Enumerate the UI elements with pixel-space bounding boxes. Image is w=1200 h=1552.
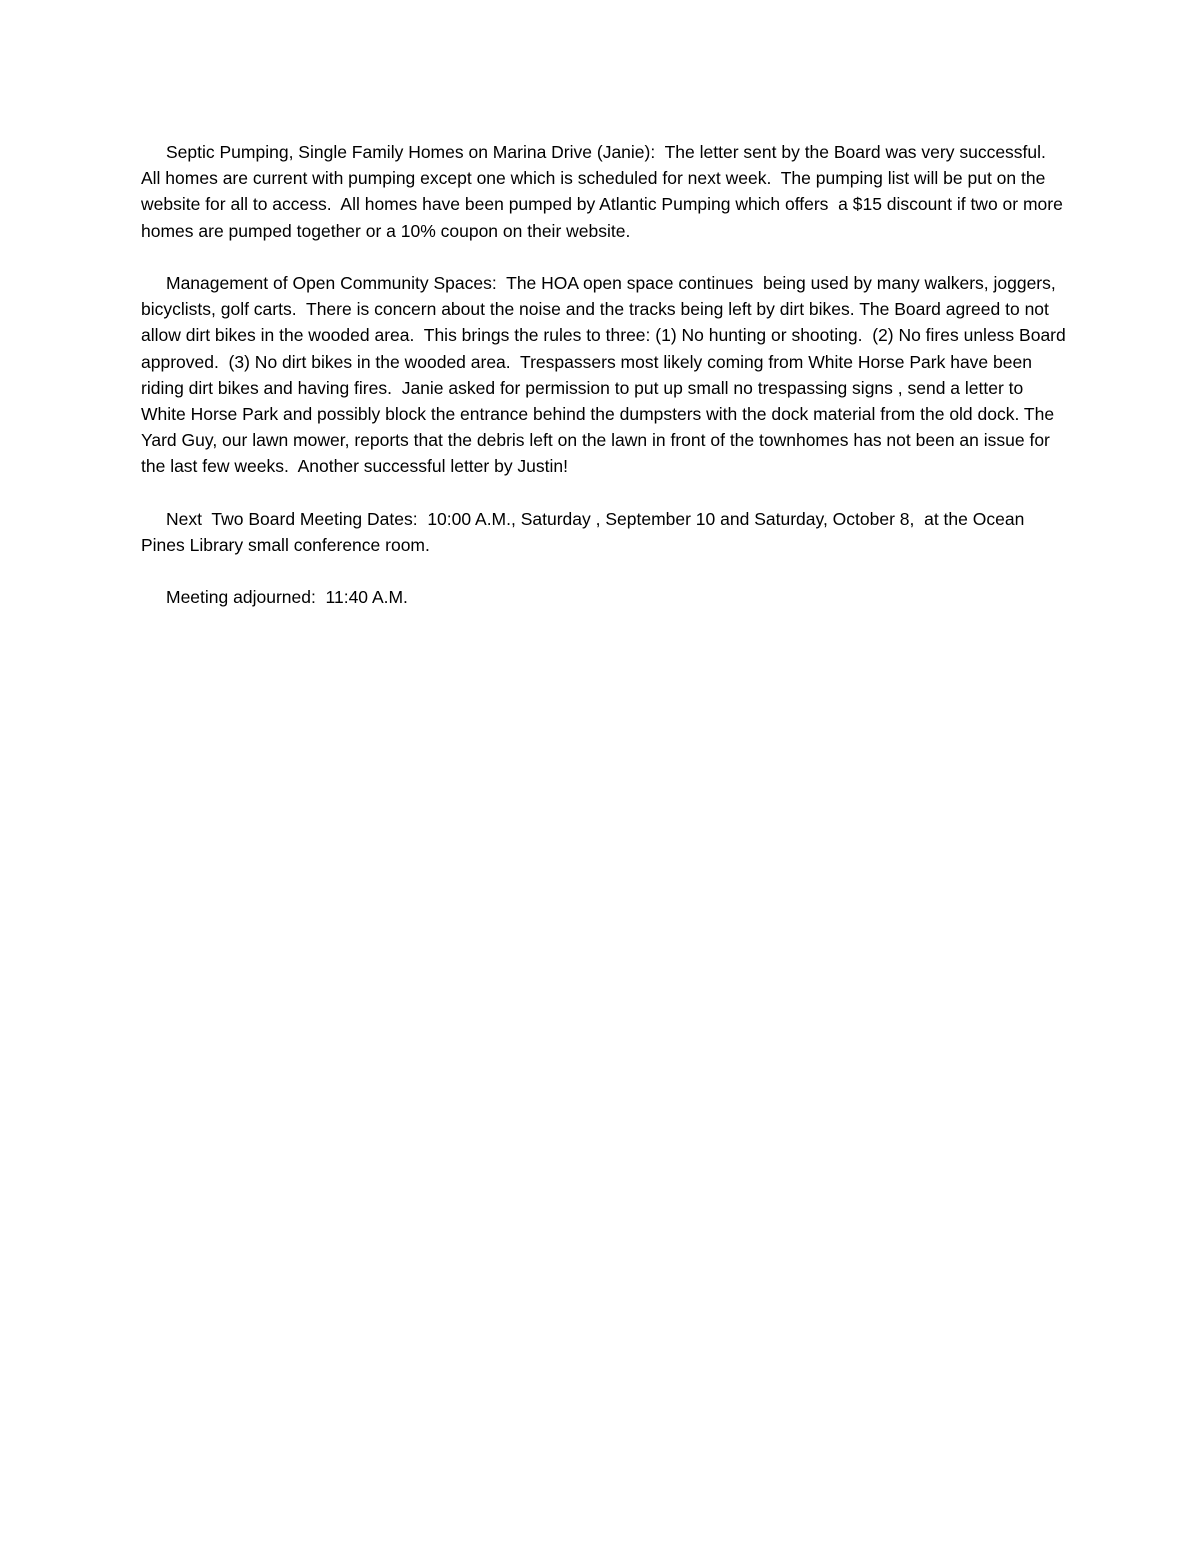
next-meeting-paragraph: Next Two Board Meeting Dates: 10:00 A.M., Saturday , September 10 and Saturday, October 8, at the Ocean Pines Library small conference room. xyxy=(141,508,1030,556)
septic-pumping-paragraph: Septic Pumping, Single Family Homes on Marina Drive (Janie): The letter sent by the Board was very successful. All homes are current with pumping except one which is scheduled for next week. The pumping list will be put on the website for all to access. All homes have been pumped by Atlantic Pumping which offers a $15 discount if two or more homes are pumped together or a 10% coupon on their website. xyxy=(141,142,1068,241)
minutes-body xyxy=(141,139,1071,611)
open-spaces-paragraph: Management of Open Community Spaces: The HOA open space continues being used by many walkers, joggers, bicyclists, golf carts. There is concern about the noise and the tracks being left by dirt bikes. The Board agreed to not allow dirt bikes in the wooded area. This brings the rules to three: (1) No hunting or shooting. (2) No fires unless Board approved. (3) No dirt bikes in the wooded area. Trespassers most likely coming from White Horse Park have been riding dirt bikes and having fires. Janie asked for permission to put up small no trespassing signs , send a letter to White Horse Park and possibly block the entrance behind the dumpsters with the dock material from the old dock. The Yard Guy, our lawn mower, reports that the debris left on the lawn in front of the townhomes has not been an issue for the last few weeks. Another successful letter by Justin! xyxy=(141,273,1071,477)
adjournment-paragraph: Meeting adjourned: 11:40 A.M. xyxy=(166,587,408,608)
